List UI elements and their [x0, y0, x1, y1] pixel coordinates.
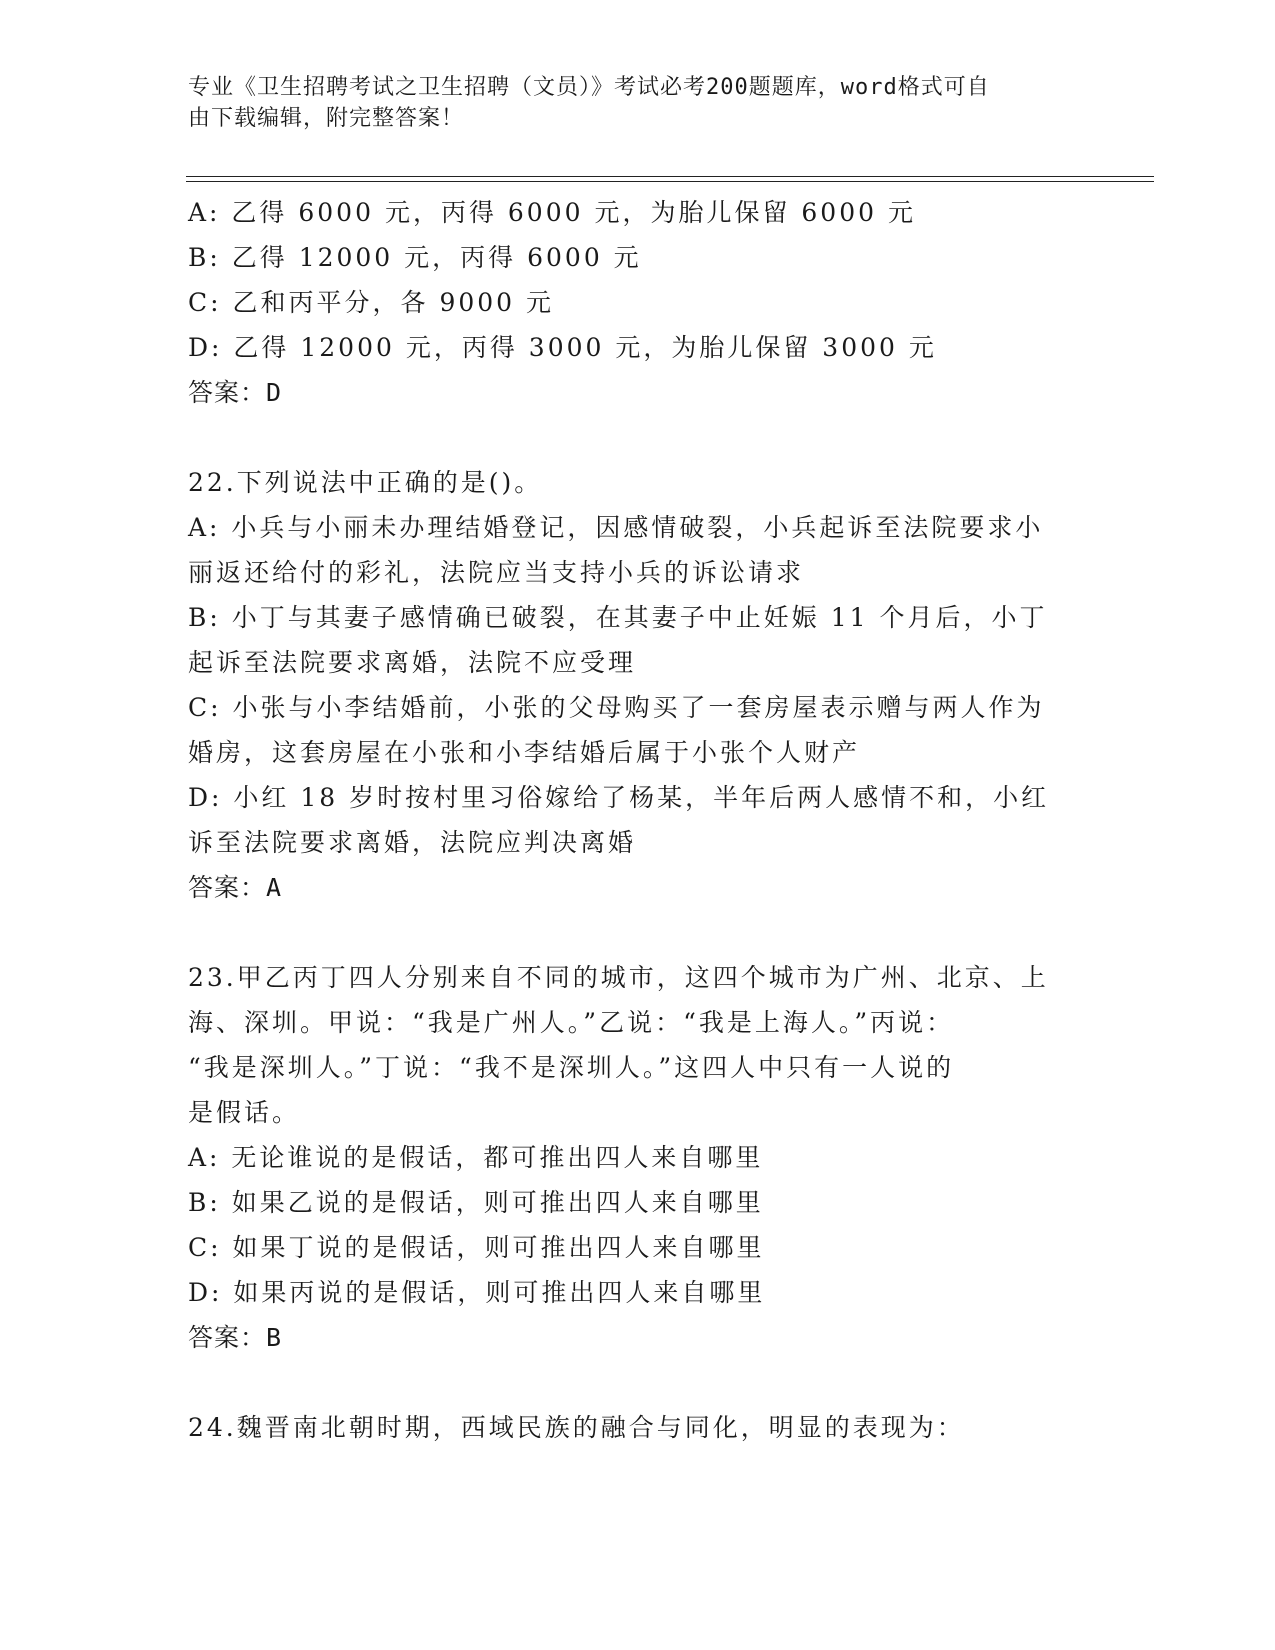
- option-a-line-2: 丽返还给付的彩礼，法院应当支持小兵的诉讼请求: [188, 558, 805, 587]
- answer-label: 答案：: [188, 873, 267, 902]
- question-22: [188, 460, 1088, 910]
- question-stem: 24.魏晋南北朝时期，西域民族的融合与同化，明显的表现为：: [188, 1413, 965, 1442]
- answer-key: D: [266, 378, 283, 407]
- spacer: [188, 1360, 1088, 1405]
- answer: [188, 865, 1088, 910]
- question-23: [188, 955, 1088, 1360]
- question-stem-line-1: 23.甲乙丙丁四人分别来自不同的城市，这四个城市为广州、北京、上: [188, 963, 1049, 992]
- spacer: [188, 910, 1088, 955]
- answer-key: B: [266, 1323, 283, 1352]
- question-stem-line-2: 海、深圳。甲说：“我是广州人。”乙说：“我是上海人。”丙说：: [188, 1008, 955, 1037]
- option-c: C: 乙和丙平分，各 9000 元: [188, 288, 555, 317]
- option-d: D: 如果丙说的是假话，则可推出四人来自哪里: [188, 1278, 766, 1307]
- question-21: [188, 190, 1088, 415]
- option-b-line-2: 起诉至法院要求离婚，法院不应受理: [188, 648, 637, 677]
- option-a: A: 无论谁说的是假话，都可推出四人来自哪里: [188, 1143, 764, 1172]
- answer-label: 答案：: [188, 1323, 267, 1352]
- option-b: B: 如果乙说的是假话，则可推出四人来自哪里: [188, 1188, 764, 1217]
- option-a: A: 乙得 6000 元，丙得 6000 元，为胎儿保留 6000 元: [188, 198, 916, 227]
- answer-key: A: [266, 873, 283, 902]
- answer: [188, 1315, 1088, 1360]
- option-b-line-1: B: 小丁与其妻子感情确已破裂，在其妻子中止妊娠 11 个月后，小丁: [188, 603, 1048, 632]
- question-stem-line-3: “我是深圳人。”丁说：“我不是深圳人。”这四人中只有一人说的: [188, 1053, 955, 1082]
- header-divider-top: [186, 176, 1154, 177]
- option-c: C: 如果丁说的是假话，则可推出四人来自哪里: [188, 1233, 765, 1262]
- question-24: [188, 1405, 1088, 1450]
- answer-label: 答案：: [188, 378, 267, 407]
- option-a-line-1: A: 小兵与小丽未办理结婚登记，因感情破裂，小兵起诉至法院要求小: [188, 513, 1044, 542]
- document-header: [188, 72, 1068, 134]
- option-d: D: 乙得 12000 元，丙得 3000 元，为胎儿保留 3000 元: [188, 333, 937, 362]
- question-stem: 22.下列说法中正确的是()。: [188, 468, 543, 497]
- question-stem-line-4: 是假话。: [188, 1098, 301, 1127]
- option-c-line-2: 婚房，这套房屋在小张和小李结婚后属于小张个人财产: [188, 738, 861, 767]
- option-d-line-2: 诉至法院要求离婚，法院应判决离婚: [188, 828, 637, 857]
- option-d-line-1: D: 小红 18 岁时按村里习俗嫁给了杨某，半年后两人感情不和，小红: [188, 783, 1050, 812]
- question-list: [188, 190, 1088, 1450]
- spacer: [188, 415, 1088, 460]
- answer: [188, 370, 1088, 415]
- header-line-2: 由下载编辑，附完整答案！: [188, 106, 465, 131]
- header-line-1: 专业《卫生招聘考试之卫生招聘（文员）》考试必考200题题库，word格式可自: [188, 75, 990, 100]
- option-b: B: 乙得 12000 元，丙得 6000 元: [188, 243, 642, 272]
- header-divider-bottom: [186, 181, 1154, 182]
- option-c-line-1: C: 小张与小李结婚前，小张的父母购买了一套房屋表示赠与两人作为: [188, 693, 1045, 722]
